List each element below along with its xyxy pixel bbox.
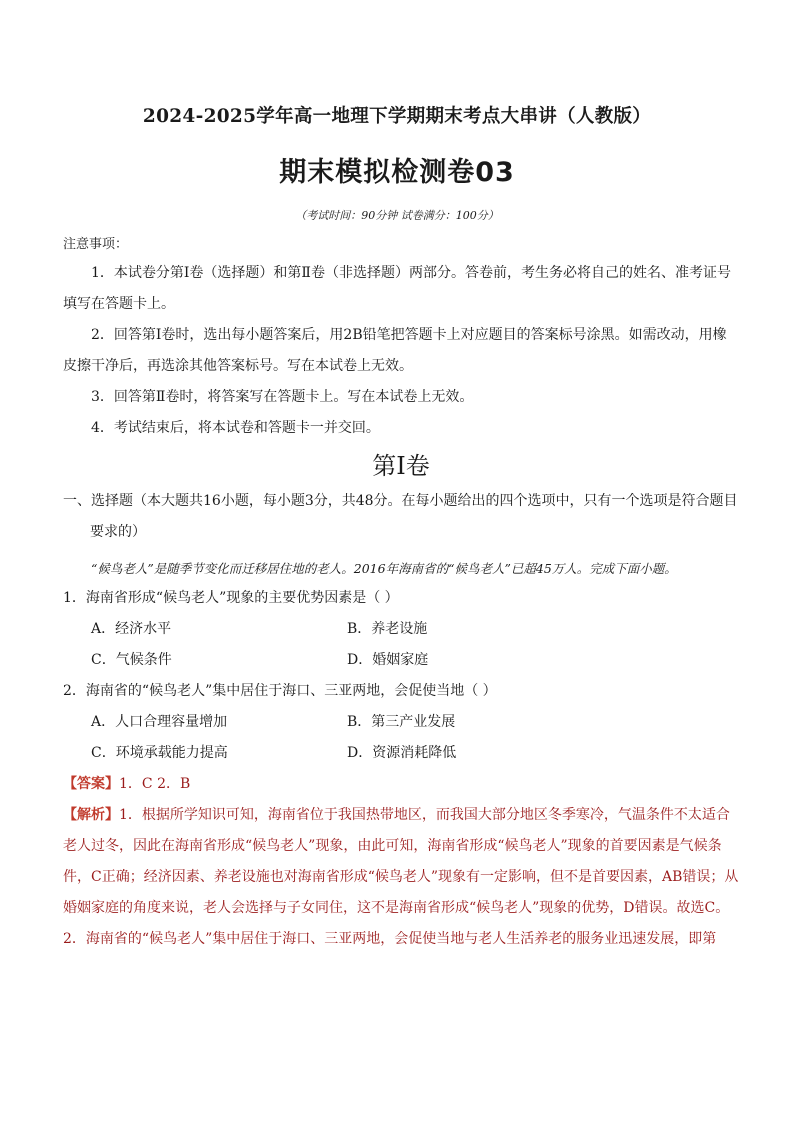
exam-title: 期末模拟检测卷03 bbox=[279, 157, 515, 188]
option-b: B．养老设施 bbox=[347, 621, 428, 637]
option-d: D．婚姻家庭 bbox=[347, 652, 429, 668]
exam-info: （考试时间：90分钟 试卷满分：100分） bbox=[295, 209, 499, 222]
question-2-options bbox=[63, 707, 739, 769]
analysis-paragraph-1 bbox=[63, 800, 739, 924]
notice-heading: 注意事项： bbox=[63, 237, 129, 252]
document-body bbox=[63, 234, 739, 955]
question-2-stem: 2．海南省的“候鸟老人”集中居住于海口、三亚两地，会促使当地（ ） bbox=[63, 683, 497, 699]
analysis-tag: 【解析】 bbox=[63, 807, 119, 823]
option-d: D．资源消耗降低 bbox=[347, 745, 457, 761]
header-title: 2024-2025学年高一地理下学期期末考点大串讲（人教版） bbox=[142, 106, 652, 127]
notice-item-1: 1．本试卷分第Ⅰ卷（选择题）和第Ⅱ卷（非选择题）两部分。答卷前，考生务必将自己的姓名、准考证号填写在答题卡上。 bbox=[63, 265, 731, 312]
option-c: C．气候条件 bbox=[91, 652, 172, 668]
question-1-options bbox=[63, 614, 739, 676]
option-c: C．环境承载能力提高 bbox=[91, 745, 228, 761]
option-b: B．第三产业发展 bbox=[347, 714, 456, 730]
section-instruction: 一、选择题（本大题共16小题，每小题3分，共48分。在每小题给出的四个选项中，只有一个选项是符合题目要求的） bbox=[63, 493, 738, 540]
question-1-stem: 1．海南省形成“候鸟老人”现象的主要优势因素是（ ） bbox=[63, 590, 399, 606]
notice-item-3: 3．回答第Ⅱ卷时，将答案写在答题卡上。写在本试卷上无效。 bbox=[91, 389, 474, 405]
notice-item-2: 2．回答第Ⅰ卷时，选出每小题答案后，用2B铅笔把答题卡上对应题目的答案标号涂黑。如需改动，用橡皮擦干净后，再选涂其他答案标号。写在本试卷上无效。 bbox=[63, 327, 727, 374]
answer-line bbox=[63, 769, 739, 800]
option-a: A．经济水平 bbox=[91, 621, 172, 637]
question-material: “候鸟老人”是随季节变化而迁移居住地的老人。2016年海南省的“候鸟老人”已超45万人。完成下面小题。 bbox=[91, 561, 677, 576]
analysis-text-1: 1．根据所学知识可知，海南省位于我国热带地区，而我国大部分地区冬季寒冷，气温条件不太适合老人过冬，因此在海南省形成“候鸟老人”现象，由此可知，海南省形成“候鸟老人”现象的首要因素是气候条件，C正确；经济因素、养老设施也对海南省形成“候鸟老人”现象有一定影响，但不是首要因素，AB错误；从婚姻家庭的角度来说，老人会选择与子女同住，这不是海南省形成“候鸟老人”现象的优势，D错误。故选C。 bbox=[63, 807, 739, 916]
analysis-paragraph-2: 2．海南省的“候鸟老人”集中居住于海口、三亚两地，会促使当地与老人生活养老的服务业迅速发展，即第 bbox=[63, 931, 717, 947]
section-title: 第Ⅰ卷 bbox=[372, 452, 430, 480]
answer-text: 1．C 2．B bbox=[119, 776, 191, 792]
notice-item-4: 4．考试结束后，将本试卷和答题卡一并交回。 bbox=[91, 420, 380, 436]
option-a: A．人口合理容量增加 bbox=[91, 714, 228, 730]
answer-tag: 【答案】 bbox=[63, 776, 119, 792]
